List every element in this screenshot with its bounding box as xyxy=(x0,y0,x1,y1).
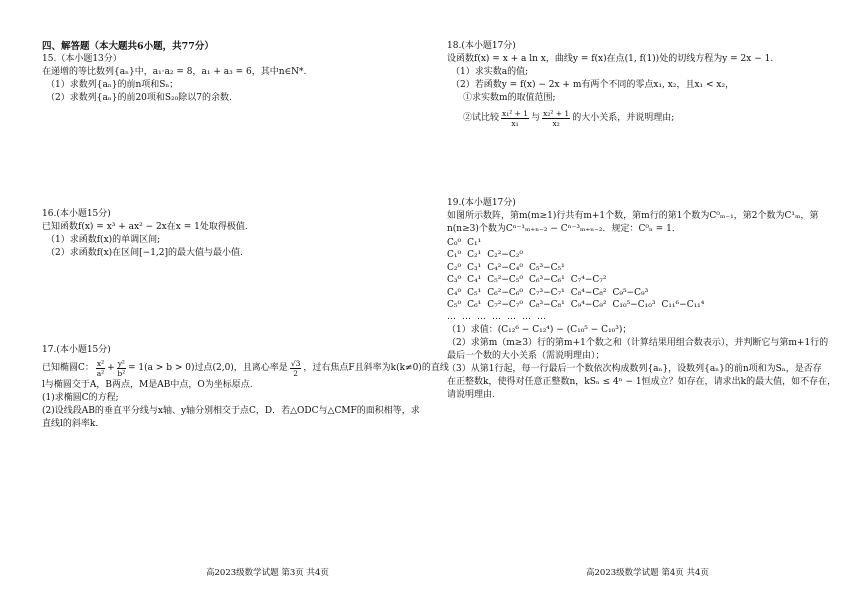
question-17 xyxy=(42,344,449,431)
array-cell: C₇³−C₇¹ xyxy=(528,287,565,298)
q15-stem: 在递增的等比数列{aₙ}中，a₁·a₂ = 8，a₁ + a₃ = 6，其中n∈N*. xyxy=(42,67,307,77)
q15-part2: （2）求数列{aₙ}的前20项和S₂₀除以7的余数. xyxy=(46,93,232,103)
array-cell: C₃¹ xyxy=(467,262,482,273)
page-footer-right: 高2023级数学试题 第4页 共4页 xyxy=(586,568,709,578)
q19-part3-cont: 在正整数k，使得对任意正整数n，kSₙ ≤ 4ⁿ − 1恒成立？如存在，请求出k的最大值，如不存在， xyxy=(447,376,837,387)
array-cell: C₈³−C₈¹ xyxy=(528,299,565,310)
array-row xyxy=(447,311,827,323)
page-footer-left: 高2023级数学试题 第3页 共4页 xyxy=(206,568,329,578)
left-column xyxy=(42,40,449,429)
number-array xyxy=(447,237,827,324)
array-row xyxy=(447,249,827,261)
q18-stem: 设函数f(x) = x + a ln x，曲线y = f(x)在点(1, f(1))处的切线方程为y = 2x − 1. xyxy=(447,54,774,64)
array-cell: C₇²−C₇⁰ xyxy=(487,299,523,310)
q19-part2-cont: 最后一个数的大小关系（需说明理由）； xyxy=(447,350,605,361)
q18-frac-2 xyxy=(542,109,570,128)
q18-part2-ii-a: ②试比较 xyxy=(463,112,500,123)
array-cell: … xyxy=(492,312,501,323)
q17-stem xyxy=(42,357,449,379)
q18-part2-ii-b: 与 xyxy=(531,112,541,123)
q15-header: 15.（本小题13分） xyxy=(42,54,122,64)
q18-frac-1-num: x₁² + 1 xyxy=(502,108,529,118)
array-cell: C₇⁴−C₇² xyxy=(570,275,607,286)
q19-stem2: n(n≥3)个数为Cⁿ⁻¹ₘ₊ₙ₋₂ − Cⁿ⁻³ₘ₊ₙ₋₂．规定：C⁰ₙ = 1． xyxy=(447,224,681,234)
array-cell: C₉⁵−C₉³ xyxy=(612,287,649,298)
q17-frac-y-den: b² xyxy=(117,368,126,378)
q16-part2: （2）求函数f(x)在区间[−1,2]的最大值与最小值. xyxy=(46,248,243,258)
q17-plus: + xyxy=(107,362,115,373)
q18-frac-2-den: x₂ xyxy=(552,118,560,128)
q18-frac-1 xyxy=(501,109,529,128)
q18-part2-i: ①求实数m的取值范围; xyxy=(463,93,556,103)
q19-stem1: 如图所示数阵，第m(m≥1)行共有m+1个数，第m行的第1个数为C⁰ₘ₋₁，第2个数为C¹ₘ，第 xyxy=(447,211,819,221)
array-cell: C₅⁰ xyxy=(447,299,462,310)
q17-frac-x-num: x² xyxy=(96,358,105,368)
q15-part1: （1）求数列{aₙ}的前n项和Sₙ； xyxy=(46,80,179,90)
q19-header: 19.(本小题17分) xyxy=(447,198,516,208)
array-cell: C₉⁴−C₉² xyxy=(570,299,607,310)
array-cell: C₅¹ xyxy=(467,287,482,298)
q17-stem-a: 已知椭圆C： xyxy=(42,362,94,373)
q19-part3-cont2: 请说明理由. xyxy=(447,389,495,400)
q18-part2-ii xyxy=(447,105,827,131)
array-cell: C₄¹ xyxy=(467,275,482,286)
array-row xyxy=(447,262,827,274)
q17-stem-c: ，过右焦点F且斜率为k(k≠0)的直线 xyxy=(303,362,449,373)
array-row xyxy=(447,274,827,286)
q17-part2: (2)设线段AB的垂直平分线与x轴、y轴分别相交于点C，D．若△ODC与△CMF的面积相等，求 xyxy=(42,406,420,416)
array-cell: C₃⁰ xyxy=(447,275,462,286)
question-19 xyxy=(447,197,837,402)
array-cell: C₂²−C₂⁰ xyxy=(487,250,523,261)
array-cell: C₄²−C₄⁰ xyxy=(487,262,523,273)
q17-frac-x xyxy=(96,359,105,378)
array-cell: C₁₁⁶−C₁₁⁴ xyxy=(661,299,705,310)
q18-frac-1-den: x₁ xyxy=(511,118,519,128)
section-title: 四、解答题（本大题共6小题，共77分） xyxy=(42,41,214,52)
q18-part2-ii-c: 的大小关系，并说明理由; xyxy=(572,112,675,123)
q17-frac-y xyxy=(117,359,126,378)
array-cell: C₁₀⁵−C₁₀³ xyxy=(612,299,656,310)
array-cell: … xyxy=(462,312,471,323)
q16-stem: 已知函数f(x) = x³ + ax² − 2x在x = 1处取得极值. xyxy=(42,222,248,232)
array-cell: C₅³−C₅¹ xyxy=(528,262,565,273)
q17-header: 17.(本小题15分) xyxy=(42,345,111,355)
question-15 xyxy=(42,53,412,105)
array-cell: … xyxy=(477,312,486,323)
array-cell: C₂¹ xyxy=(467,250,482,261)
q17-frac-x-den: a² xyxy=(96,368,105,378)
question-16 xyxy=(42,208,412,260)
array-cell: … xyxy=(447,312,456,323)
q18-header: 18.(本小题17分) xyxy=(447,41,516,51)
q17-frac-y-num: y² xyxy=(117,358,125,368)
array-cell: … xyxy=(537,312,546,323)
q17-stem-line2: l与椭圆交于A，B两点，M是AB中点，O为坐标原点. xyxy=(42,380,253,390)
array-row xyxy=(447,237,827,249)
q17-part2-cont: 直线l的斜率k. xyxy=(42,419,99,429)
q19-part1: （1）求值：(C₁₂⁶ − C₁₂⁴) − (C₁₀⁵ − C₁₀³)； xyxy=(447,324,632,335)
q16-part1: （1）求函数f(x)的单调区间; xyxy=(46,235,161,245)
array-cell: C₅²−C₅⁰ xyxy=(487,275,523,286)
q18-frac-2-num: x₂² + 1 xyxy=(543,108,570,118)
array-cell: C₄⁰ xyxy=(447,287,462,298)
array-row xyxy=(447,287,827,299)
q17-frac-e-num: √3 xyxy=(290,358,301,368)
array-cell: C₁⁰ xyxy=(447,250,462,261)
array-cell: … xyxy=(522,312,531,323)
array-cell: C₆¹ xyxy=(467,299,482,310)
q17-frac-e-den: 2 xyxy=(293,368,298,378)
array-row xyxy=(447,299,827,311)
array-cell: C₂⁰ xyxy=(447,262,462,273)
array-cell: C₆²−C₆⁰ xyxy=(487,287,523,298)
q16-header: 16.(本小题15分) xyxy=(42,209,111,219)
q17-part1: (1)求椭圆C的方程; xyxy=(42,393,119,403)
q19-part3: （3）从第1行起，每一行最后一个数依次构成数列{aₙ}，设数列{aₙ}的前n项和为Sₙ，是否存 xyxy=(447,363,822,374)
array-cell: C₀⁰ xyxy=(447,238,462,248)
q17-frac-e xyxy=(290,359,302,378)
array-cell: C₈⁴−C₈² xyxy=(570,287,607,298)
q19-part2: （2）求第m（m≥3）行的第m+1个数之和（计算结果用组合数表示），并判断它与第m+1行的 xyxy=(447,337,829,348)
q18-part1: （1）求实数a的值; xyxy=(451,67,529,77)
array-cell: C₁¹ xyxy=(467,238,482,248)
q17-stem-b: = 1(a > b > 0)过点(2,0)，且离心率是 xyxy=(127,362,288,373)
array-cell: … xyxy=(507,312,516,323)
array-cell: C₆³−C₆¹ xyxy=(528,275,565,286)
question-18 xyxy=(447,40,827,131)
q18-part2: （2）若函数y = f(x) − 2x + m有两个不同的零点x₁, x₂，且x₁ < x₂， xyxy=(451,80,735,90)
